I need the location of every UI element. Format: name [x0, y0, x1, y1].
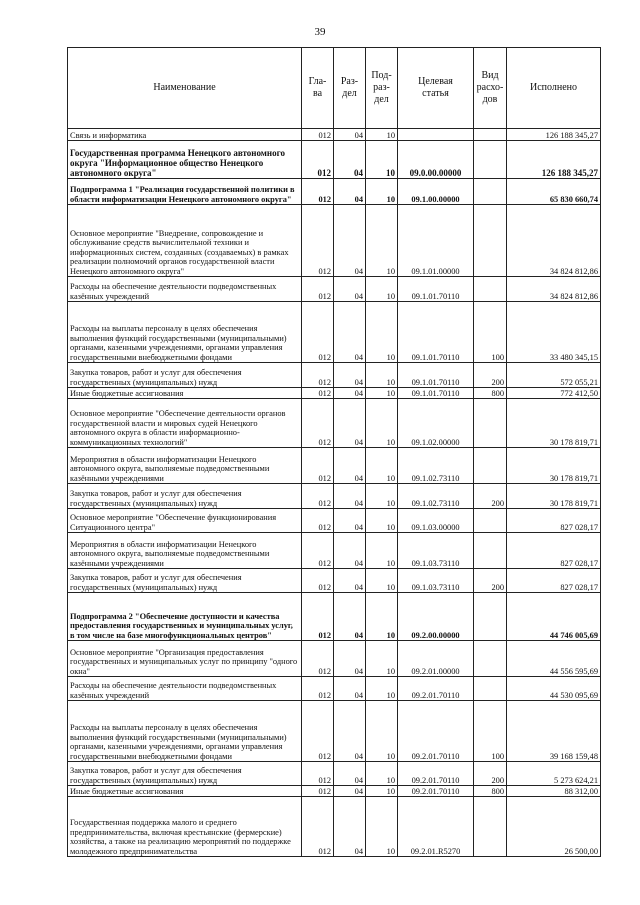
row-section: 04	[334, 509, 366, 533]
header-name: Наименование	[68, 48, 302, 129]
row-chapter: 012	[302, 484, 334, 509]
header-executed: Исполнено	[507, 48, 601, 129]
row-chapter: 012	[302, 797, 334, 857]
row-name: Мероприятия в области информатизации Ненецкого автономного округа, выполняемые подведомственными казёнными учреждениями	[68, 448, 302, 484]
row-subsection: 10	[366, 448, 398, 484]
table-row	[68, 388, 601, 399]
row-name: Закупка товаров, работ и услуг для обеспечения государственных (муниципальных) нужд	[68, 363, 302, 388]
row-section: 04	[334, 399, 366, 448]
row-target: 09.1.02.73110	[398, 484, 474, 509]
row-target: 09.1.01.70110	[398, 302, 474, 363]
row-expense-type	[474, 277, 507, 302]
row-executed: 88 312,00	[507, 786, 601, 797]
row-executed: 26 500,00	[507, 797, 601, 857]
row-chapter: 012	[302, 129, 334, 141]
header-line: ва	[312, 88, 323, 99]
row-name: Расходы на обеспечение деятельности подведомственных казённых учреждений	[68, 277, 302, 302]
row-target: 09.1.01.00000	[398, 205, 474, 277]
header-expense-type	[474, 48, 507, 129]
row-name: Подпрограмма 2 "Обеспечение доступности и качества предоставления государственных и муниципальных услуг, в том числе на базе многофункциональных центров"	[68, 593, 302, 641]
row-chapter: 012	[302, 786, 334, 797]
header-line: дов	[482, 94, 498, 105]
row-name: Расходы на выплаты персоналу в целях обеспечения выполнения функций государственными (муниципальными) органами, казенными учреждениями, органами управления государственными внебюджетными фондами	[68, 302, 302, 363]
row-target: 09.1.01.70110	[398, 388, 474, 399]
header-target	[398, 48, 474, 129]
row-subsection: 10	[366, 179, 398, 205]
row-chapter: 012	[302, 399, 334, 448]
row-chapter: 012	[302, 641, 334, 677]
row-expense-type	[474, 641, 507, 677]
header-line: Раз-	[340, 76, 359, 87]
row-chapter: 012	[302, 388, 334, 399]
table-row	[68, 533, 601, 569]
row-subsection: 10	[366, 129, 398, 141]
row-expense-type: 200	[474, 569, 507, 593]
table-row	[68, 484, 601, 509]
row-target: 09.1.03.73110	[398, 533, 474, 569]
row-section: 04	[334, 701, 366, 762]
row-name: Закупка товаров, работ и услуг для обеспечения государственных (муниципальных) нужд	[68, 762, 302, 786]
table-row	[68, 205, 601, 277]
header-line: дел	[374, 94, 389, 105]
row-executed: 30 178 819,71	[507, 484, 601, 509]
row-section: 04	[334, 641, 366, 677]
row-name: Государственная программа Ненецкого автономного округа "Информационное общество Ненецкого автономного округа"	[68, 141, 302, 179]
table-row	[68, 797, 601, 857]
row-subsection: 10	[366, 797, 398, 857]
row-name: Мероприятия в области информатизации Ненецкого автономного округа, выполняемые подведомственными казёнными учреждениями	[68, 533, 302, 569]
row-expense-type	[474, 509, 507, 533]
row-section: 04	[334, 677, 366, 701]
row-section: 04	[334, 786, 366, 797]
row-target: 09.1.03.73110	[398, 569, 474, 593]
table-row	[68, 593, 601, 641]
row-chapter: 012	[302, 762, 334, 786]
table-row	[68, 641, 601, 677]
row-subsection: 10	[366, 593, 398, 641]
row-chapter: 012	[302, 593, 334, 641]
row-subsection: 10	[366, 302, 398, 363]
row-section: 04	[334, 129, 366, 141]
row-target: 09.2.00.00000	[398, 593, 474, 641]
row-subsection: 10	[366, 363, 398, 388]
row-target: 09.1.02.73110	[398, 448, 474, 484]
header-line: Гла-	[308, 76, 327, 87]
row-subsection: 10	[366, 141, 398, 179]
row-name: Связь и информатика	[68, 129, 302, 141]
row-section: 04	[334, 179, 366, 205]
row-executed: 772 412,50	[507, 388, 601, 399]
row-executed: 30 178 819,71	[507, 448, 601, 484]
table-row	[68, 448, 601, 484]
row-chapter: 012	[302, 533, 334, 569]
row-section: 04	[334, 593, 366, 641]
row-executed: 33 480 345,15	[507, 302, 601, 363]
row-section: 04	[334, 762, 366, 786]
row-name: Иные бюджетные ассигнования	[68, 786, 302, 797]
row-name: Основное мероприятие "Обеспечение деятельности органов государственной власти и мировых судей Ненецкого автономного округа в области информационно-коммуникационных технологий"	[68, 399, 302, 448]
row-section: 04	[334, 448, 366, 484]
row-expense-type: 200	[474, 762, 507, 786]
row-target: 09.1.01.70110	[398, 363, 474, 388]
row-expense-type	[474, 677, 507, 701]
table-row	[68, 786, 601, 797]
row-chapter: 012	[302, 677, 334, 701]
row-name: Основное мероприятие "Внедрение, сопровождение и обслуживание средств вычислительной техники и информационных систем, созданных (создаваемых) в рамках реализации полномочий органов государственной власти Ненецкого автономного округа"	[68, 205, 302, 277]
header-line: дел	[342, 88, 357, 99]
table-row	[68, 141, 601, 179]
table-row	[68, 509, 601, 533]
row-chapter: 012	[302, 179, 334, 205]
row-executed: 572 055,21	[507, 363, 601, 388]
row-executed: 44 746 005,69	[507, 593, 601, 641]
row-chapter: 012	[302, 509, 334, 533]
header-line: расхо-	[476, 82, 504, 93]
table-row	[68, 569, 601, 593]
row-section: 04	[334, 569, 366, 593]
table-row	[68, 179, 601, 205]
row-name: Основное мероприятие "Организация предоставления государственных и муниципальных услуг по принципу "одного окна"	[68, 641, 302, 677]
row-section: 04	[334, 141, 366, 179]
row-chapter: 012	[302, 302, 334, 363]
row-subsection: 10	[366, 786, 398, 797]
row-expense-type	[474, 797, 507, 857]
table-row	[68, 701, 601, 762]
row-executed: 44 556 595,69	[507, 641, 601, 677]
row-expense-type	[474, 129, 507, 141]
row-chapter: 012	[302, 141, 334, 179]
row-executed: 827 028,17	[507, 509, 601, 533]
row-expense-type	[474, 205, 507, 277]
row-name: Основное мероприятие "Обеспечение функционирования Ситуационного центра"	[68, 509, 302, 533]
row-section: 04	[334, 302, 366, 363]
row-target: 09.1.03.00000	[398, 509, 474, 533]
table-row	[68, 363, 601, 388]
row-subsection: 10	[366, 509, 398, 533]
row-subsection: 10	[366, 399, 398, 448]
row-expense-type: 100	[474, 302, 507, 363]
row-target: 09.1.02.00000	[398, 399, 474, 448]
row-expense-type: 200	[474, 363, 507, 388]
row-subsection: 10	[366, 533, 398, 569]
row-chapter: 012	[302, 363, 334, 388]
row-expense-type	[474, 179, 507, 205]
row-executed: 34 824 812,86	[507, 205, 601, 277]
row-target	[398, 129, 474, 141]
row-subsection: 10	[366, 484, 398, 509]
header-line: раз-	[373, 82, 390, 93]
table-row	[68, 302, 601, 363]
row-target: 09.1.00.00000	[398, 179, 474, 205]
row-expense-type: 100	[474, 701, 507, 762]
header-section	[334, 48, 366, 129]
row-chapter: 012	[302, 277, 334, 302]
row-name: Закупка товаров, работ и услуг для обеспечения государственных (муниципальных) нужд	[68, 484, 302, 509]
row-section: 04	[334, 797, 366, 857]
table-row	[68, 277, 601, 302]
row-name: Подпрограмма 1 "Реализация государственной политики в области информатизации Ненецкого автономного округа"	[68, 179, 302, 205]
row-chapter: 012	[302, 569, 334, 593]
header-chapter	[302, 48, 334, 129]
row-subsection: 10	[366, 569, 398, 593]
row-section: 04	[334, 277, 366, 302]
row-section: 04	[334, 363, 366, 388]
row-name: Расходы на выплаты персоналу в целях обеспечения выполнения функций государственными (муниципальными) органами, казенными учреждениями, органами управления государственными внебюджетными фондами	[68, 701, 302, 762]
row-section: 04	[334, 205, 366, 277]
header-line: Вид	[481, 70, 499, 81]
header-subsection	[366, 48, 398, 129]
row-target: 09.0.00.00000	[398, 141, 474, 179]
table-row	[68, 677, 601, 701]
row-target: 09.2.01.70110	[398, 701, 474, 762]
row-expense-type	[474, 593, 507, 641]
row-executed: 65 830 660,74	[507, 179, 601, 205]
budget-execution-table	[67, 47, 601, 857]
row-target: 09.2.01.70110	[398, 677, 474, 701]
header-line: Целевая	[418, 76, 453, 87]
row-target: 09.2.01.R5270	[398, 797, 474, 857]
row-executed: 34 824 812,86	[507, 277, 601, 302]
row-name: Иные бюджетные ассигнования	[68, 388, 302, 399]
row-name: Государственная поддержка малого и среднего предпринимательства, включая крестьянские (фермерские) хозяйства, а также на реализацию мероприятий по поддержке молодежного предпринимательства	[68, 797, 302, 857]
row-executed: 126 188 345,27	[507, 141, 601, 179]
row-expense-type	[474, 448, 507, 484]
row-expense-type: 800	[474, 388, 507, 399]
row-expense-type: 200	[474, 484, 507, 509]
table-row	[68, 399, 601, 448]
header-line: Под-	[371, 70, 392, 81]
table-header-row	[68, 48, 601, 129]
row-expense-type	[474, 399, 507, 448]
header-line: статья	[422, 88, 449, 99]
row-executed: 827 028,17	[507, 569, 601, 593]
row-executed: 30 178 819,71	[507, 399, 601, 448]
row-subsection: 10	[366, 641, 398, 677]
row-subsection: 10	[366, 205, 398, 277]
row-target: 09.2.01.00000	[398, 641, 474, 677]
row-target: 09.1.01.70110	[398, 277, 474, 302]
page-number: 39	[314, 26, 326, 38]
table-row	[68, 129, 601, 141]
row-chapter: 012	[302, 701, 334, 762]
row-executed: 126 188 345,27	[507, 129, 601, 141]
row-chapter: 012	[302, 205, 334, 277]
row-chapter: 012	[302, 448, 334, 484]
row-subsection: 10	[366, 762, 398, 786]
row-name: Закупка товаров, работ и услуг для обеспечения государственных (муниципальных) нужд	[68, 569, 302, 593]
row-executed: 5 273 624,21	[507, 762, 601, 786]
row-target: 09.2.01.70110	[398, 762, 474, 786]
row-subsection: 10	[366, 677, 398, 701]
row-executed: 827 028,17	[507, 533, 601, 569]
row-target: 09.2.01.70110	[398, 786, 474, 797]
row-section: 04	[334, 484, 366, 509]
row-subsection: 10	[366, 388, 398, 399]
row-expense-type	[474, 533, 507, 569]
row-section: 04	[334, 533, 366, 569]
row-executed: 39 168 159,48	[507, 701, 601, 762]
row-name: Расходы на обеспечение деятельности подведомственных казённых учреждений	[68, 677, 302, 701]
row-subsection: 10	[366, 277, 398, 302]
row-expense-type	[474, 141, 507, 179]
row-section: 04	[334, 388, 366, 399]
table-row	[68, 762, 601, 786]
row-executed: 44 530 095,69	[507, 677, 601, 701]
row-subsection: 10	[366, 701, 398, 762]
row-expense-type: 800	[474, 786, 507, 797]
